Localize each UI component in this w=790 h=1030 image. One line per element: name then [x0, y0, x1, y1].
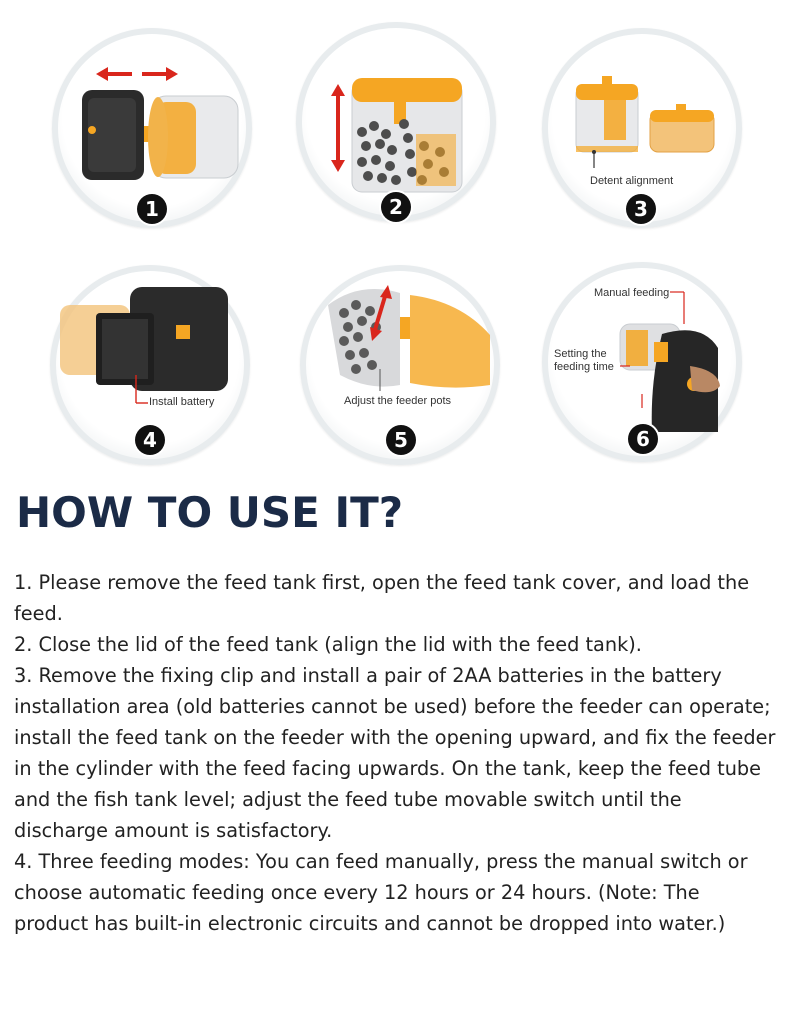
step-2-illustration: [296, 22, 496, 222]
instruction-item: 1. Please remove the feed tank first, open the feed tank cover, and load the feed.: [14, 571, 750, 625]
step-3-illustration: [542, 28, 742, 228]
step-number-badge: 4: [135, 425, 165, 455]
step-number-badge: 5: [386, 425, 416, 455]
caption-manual-feeding: Manual feeding: [594, 287, 670, 299]
page-title: HOW TO USE IT?: [16, 488, 404, 537]
instruction-item: 4. Three feeding modes: You can feed manually, press the manual switch or choose automatic feeding once every 12 hours or 24 hours. (Note: The product has built-in electronic circuits and cannot be dropped into water.): [14, 850, 748, 935]
caption-install-battery: Install battery: [149, 396, 215, 408]
instructions-text: [14, 567, 778, 939]
caption-feeding-time: feeding time: [554, 361, 614, 373]
steps-illustration-grid: [0, 0, 790, 480]
step-number-badge: 3: [626, 194, 656, 224]
caption-detent-alignment: Detent alignment: [590, 175, 674, 187]
step-4-illustration: [50, 265, 250, 465]
instruction-item: 2. Close the lid of the feed tank (align the lid with the feed tank).: [14, 633, 642, 656]
step-number-badge: 2: [381, 192, 411, 222]
step-1-illustration: [52, 28, 252, 228]
instruction-item: 3. Remove the fixing clip and install a pair of 2AA batteries in the battery installation area (old batteries cannot be used) before the feeder can operate; install the feed tank on the feeder with the opening upward, and fix the feeder in the cylinder with the feed facing upwards. On the tank, keep the feed tube and the fish tank level; adjust the feed tube movable switch until the discharge amount is satisfactory.: [14, 664, 776, 842]
step-6-illustration: [542, 262, 742, 462]
caption-setting-the: Setting the: [554, 348, 607, 360]
caption-adjust-feeder-pots: Adjust the feeder pots: [344, 395, 452, 407]
step-number-badge: 1: [137, 194, 167, 224]
step-number-badge: 6: [628, 424, 658, 454]
step-5-illustration: [300, 265, 500, 465]
